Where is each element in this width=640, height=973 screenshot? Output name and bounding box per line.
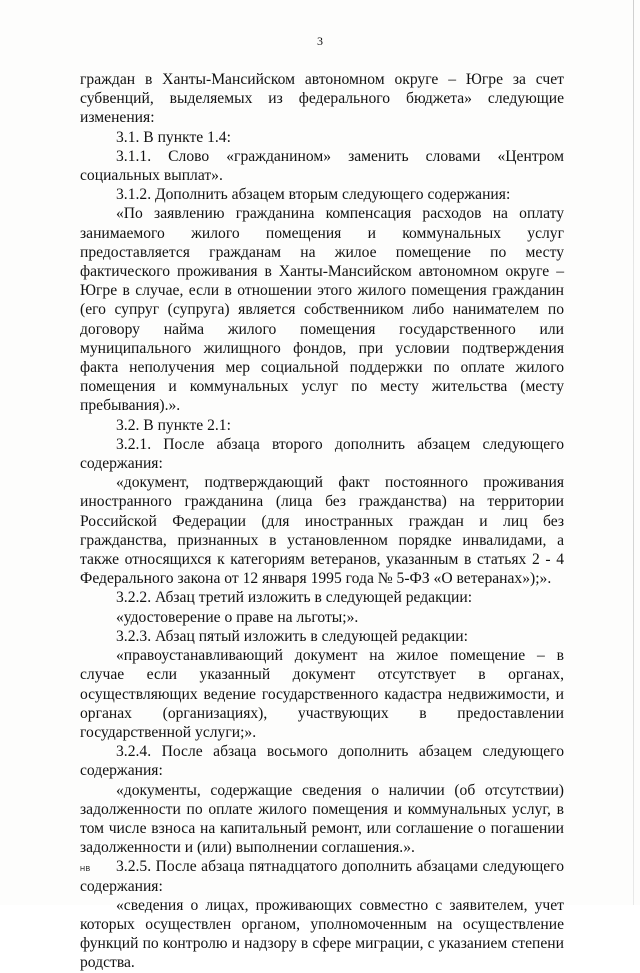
paragraph: 3.2.5. После абзаца пятнадцатого дополнить абзацами следующего содержания: [80, 858, 564, 895]
paragraph: «документы, содержащие сведения о наличии (об отсутствии) задолженности по оплате жилого помещения и коммунальных услуг, в том числе взноса на капитальный ремонт, или соглашение о погашении задолженности и (или) выполнении соглашения.». [80, 781, 564, 857]
paragraph: «сведения о лицах, проживающих совместно с заявителем, учет которых осуществлен органом, уполномоченным на осуществление функций по контролю и надзору в сфере миграции, с указанием степени родства. [80, 896, 564, 972]
paragraph: 3.1. В пункте 1.4: [116, 128, 231, 146]
footer-code: НВ [80, 866, 91, 873]
paragraph: «По заявлению гражданина компенсация расходов на оплату занимаемого жилого помещения и коммунальных услуг предоставляется гражданам на жилое помещение по месту фактического проживания в Ханты-Мансийском автономном округе – Югре в случае, если в отношении этого жилого помещения гражданин (его супруг (супруга) является собственником либо нанимателем по договору найма жилого помещения государственного или муниципального жилищного фондов, при условии подтверждения факта неполучения мер социальной поддержки по оплате жилого помещения и коммунальных услуг по месту жительства (месту пребывания).». [80, 205, 564, 415]
page-number: 3 [317, 34, 323, 48]
scan-edge [633, 0, 634, 905]
paragraph: 3.2.4. После абзаца восьмого дополнить абзацем следующего содержания: [80, 743, 564, 780]
paragraph: 3.2.1. После абзаца второго дополнить абзацем следующего содержания: [80, 435, 564, 473]
paragraph: «правоустанавливающий документ на жилое помещение – в случае если указанный документ отсутствует в органах, осуществляющих ведение государственного кадастра недвижимости, и органах (организациях), участвующих в предоставлении государственной услуги;». [80, 647, 564, 741]
paragraph: «удостоверение о праве на льготы;». [116, 608, 359, 626]
paragraph: 3.2. В пункте 2.1: [116, 416, 231, 434]
paragraph: «документ, подтверждающий факт постоянного проживания иностранного гражданина (лица без гражданства) на территории Российской Федерации (для иностранных граждан и лиц без гражданства, признанных в установленном порядке инвалидами, а также относящихся к категориям ветеранов, указанным в статьях 2 - 4 Федерального закона от 12 января 1995 года № 5-ФЗ «О ветеранах»);». [80, 474, 564, 588]
document-body [80, 70, 564, 973]
paragraph: граждан в Ханты-Мансийском автономном округе – Югре за счет субвенций, выделяемых из федерального бюджета» следующие изменения: [80, 71, 564, 127]
paragraph: 3.1.2. Дополнить абзацем вторым следующего содержания: [116, 186, 511, 204]
paragraph: 3.2.2. Абзац третий изложить в следующей редакции: [116, 589, 473, 607]
paragraph: 3.1.1. Слово «гражданином» заменить словами «Центром социальных выплат». [80, 147, 564, 185]
paragraph: 3.2.3. Абзац пятый изложить в следующей редакции: [116, 627, 468, 645]
